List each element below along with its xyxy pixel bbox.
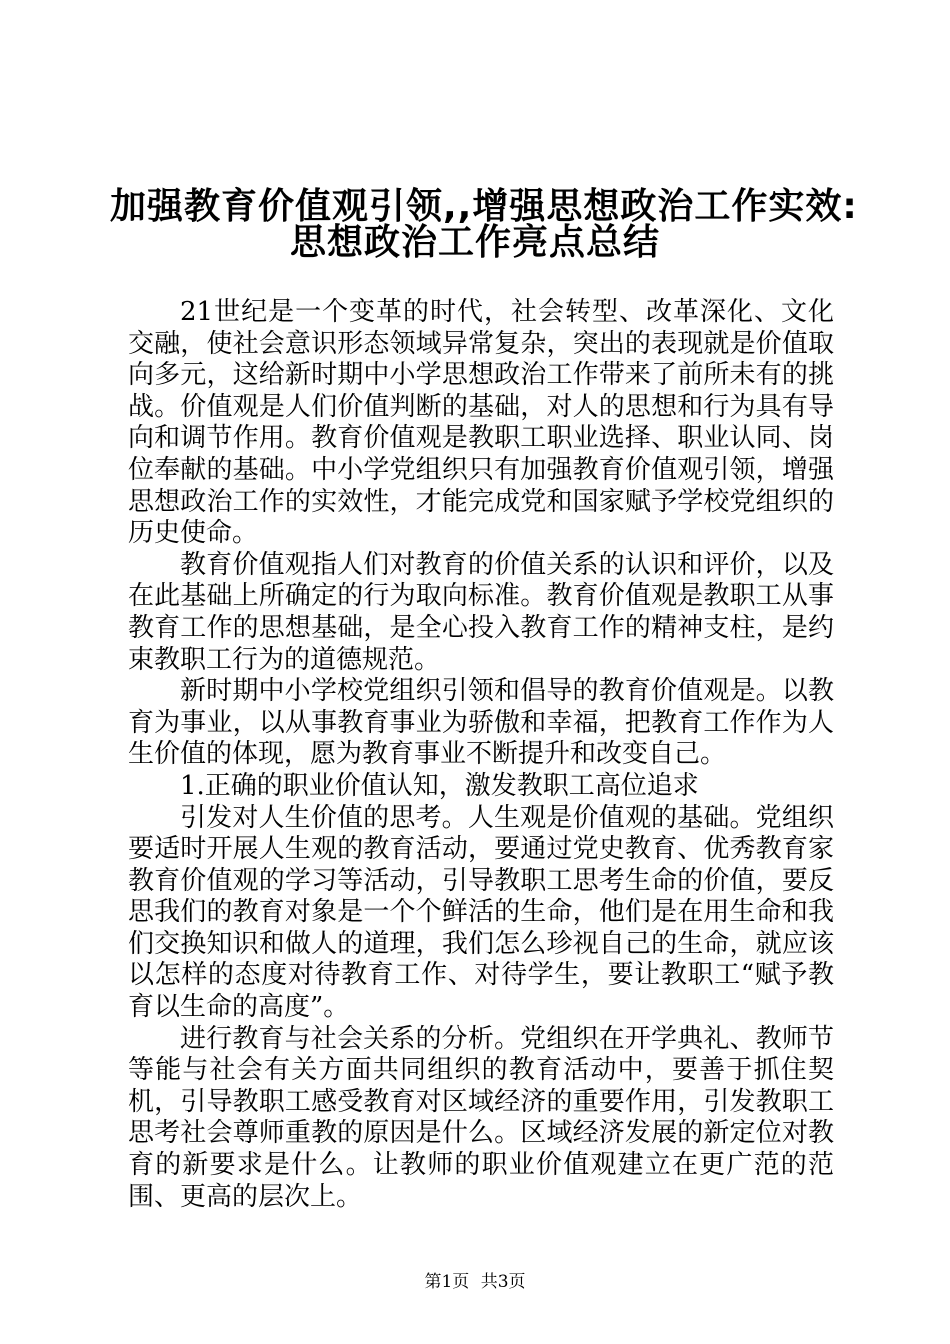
document-title-line-1: 加强教育价值观引领,,增强思想政治工作实效: [110,186,858,227]
paragraph: 引发对人生价值的思考。人生观是价值观的基础。党组织要适时开展人生观的教育活动，要通过党史教育、优秀教育家教育价值观的学习等活动，引导教职工思考生命的价值，要反思我们的教育对象是一个个鲜活的生命，他们是在用生命和我们交换知识和做人的道理，我们怎么珍视自己的生命，就应该以怎样的态度对待教育工作、对待学生，要让教职工“赋予教育以生命的高度”。 [128,802,834,1023]
paragraph: 进行教育与社会关系的分析。党组织在开学典礼、教师节等能与社会有关方面共同组织的教育活动中，要善于抓住契机，引导教职工感受教育对区域经济的重要作用，引发教职工思考社会尊师重教的原因是什么。区域经济发展的新定位对教育的新要求是什么。让教师的职业价值观建立在更广范的范围、更高的层次上。 [128,1023,834,1212]
document-title-line-2: 思想政治工作亮点总结 [289,222,660,263]
page-number: 第1页 [424,1272,470,1292]
section-heading: 1.正确的职业价值认知，激发教职工高位追求 [180,770,699,801]
document-body [128,297,834,1213]
page-footer [0,1272,950,1292]
paragraph: 新时期中小学校党组织引领和倡导的教育价值观是。以教育为事业，以从事教育事业为骄傲和幸福，把教育工作作为人生价值的体现，愿为教育事业不断提升和改变自己。 [128,676,834,770]
paragraph: 教育价值观指人们对教育的价值关系的认识和评价，以及在此基础上所确定的行为取向标准。教育价值观是教职工从事教育工作的思想基础，是全心投入教育工作的精神支柱，是约束教职工行为的道德规范。 [128,549,834,675]
paragraph: 21世纪是一个变革的时代，社会转型、改革深化、文化交融，使社会意识形态领域异常复杂，突出的表现就是价值取向多元，这给新时期中小学思想政治工作带来了前所未有的挑战。价值观是人们价值判断的基础，对人的思想和行为具有导向和调节作用。教育价值观是教职工职业选择、职业认同、岗位奉献的基础。中小学党组织只有加强教育价值观引领，增强思想政治工作的实效性，才能完成党和国家赋予学校党组织的历史使命。 [128,297,834,549]
page-total: 共3页 [480,1272,526,1292]
